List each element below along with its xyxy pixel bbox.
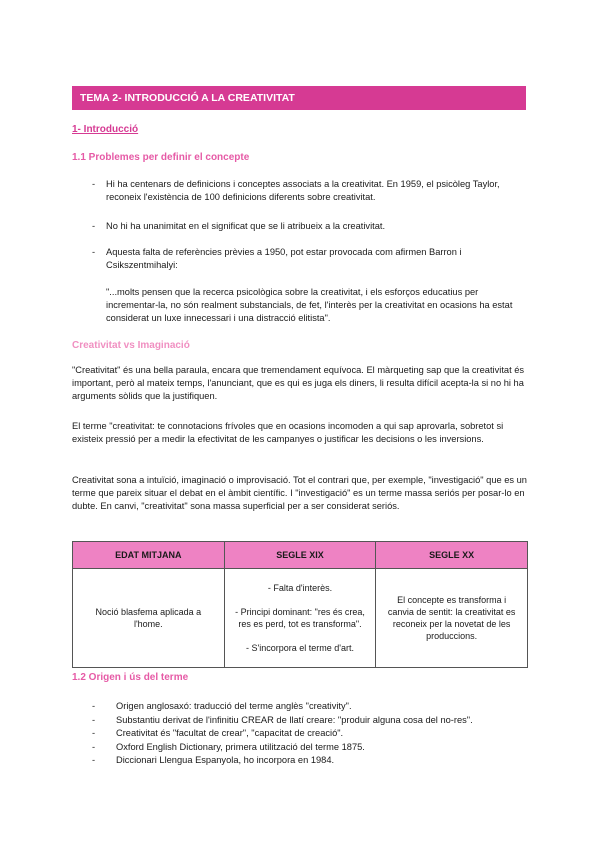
- topic-banner: TEMA 2- INTRODUCCIÓ A LA CREATIVITAT: [72, 86, 526, 110]
- comparison-table: [72, 541, 528, 668]
- cell-text: - S'incorpora el terme d'art.: [245, 643, 354, 653]
- bullet-dash: -: [92, 221, 96, 231]
- list-item-text: Substantiu derivat de l'infinitiu CREAR de llatí creare: "produir alguna cosa del no-res".: [116, 714, 473, 725]
- bullet-text: Hi ha centenars de definicions i conceptes associats a la creativitat. En 1959, el psicòleg Taylor, reconeix l'existència de 100 definicions diferents sobre creativitat.: [106, 179, 500, 202]
- bullet-dash: -: [92, 714, 96, 725]
- table-header: SEGLE XIX: [224, 542, 376, 569]
- table-header: EDAT MITJANA: [73, 542, 225, 569]
- list-item-text: Diccionari Llengua Espanyola, ho incorpora en 1984.: [116, 755, 335, 765]
- paragraph: El terme "creativitat: te connotacions frívoles que en ocasions incomoden a qui sap aprovarla, sobretot si existeix pressió per a medir la efectivitat de les campanyes o justificar les decisions o les inversions.: [72, 421, 504, 444]
- cell-text: El concepte es transforma i canvia de sentit: la creativitat es reconeix per la novetat de les produccions.: [387, 595, 516, 641]
- list-item: [92, 700, 532, 714]
- table-cell: [376, 569, 528, 668]
- list-item-text: Creativitat és "facultat de crear", "capacitat de creació".: [116, 728, 344, 738]
- quote-block: "...molts pensen que la recerca psicològica sobre la creativitat, i els esforços educatius per incrementar-la, no són realment substancials, de fet, l'interès per la creativitat en ocasions ha estat considerat un luxe innecessari i una distracció elitista".: [106, 287, 513, 323]
- bullet-dash: -: [92, 179, 96, 189]
- cell-text: - Falta d'interès.: [267, 583, 333, 593]
- bullet-dash: -: [92, 247, 96, 257]
- subsection-title-creativity-vs-imagination: Creativitat vs Imaginació: [72, 340, 190, 351]
- table-header: SEGLE XX: [376, 542, 528, 569]
- bullet-dash: -: [92, 701, 96, 711]
- subsection-title-origin: 1.2 Origen i ús del terme: [72, 672, 189, 683]
- paragraph: "Creativitat" és una bella paraula, encara que tremendament equívoca. El màrqueting sap que la creativitat és important, però al mateix temps, l'anunciant, que es qui es juga els diners, li resulta difícil acepta-la si no hi ha arguments sòlids que la justifiquen.: [72, 365, 525, 401]
- section-title-introduction: 1- Introducció: [72, 124, 139, 135]
- table-row: [73, 569, 528, 668]
- list-item: [92, 714, 532, 728]
- cell-text: - Principi dominant: "res és crea, res es perd, tot es transforma".: [235, 607, 365, 629]
- list-item: [92, 741, 532, 755]
- list-item: [92, 754, 532, 768]
- bullet-text: No hi ha unanimitat en el significat que se li atribueix a la creativitat.: [106, 221, 386, 231]
- table-cell: [73, 569, 225, 668]
- bullet-text: Aquesta falta de referències prèvies a 1950, pot estar provocada com afirmen Barron i Csikszentmihalyi:: [106, 247, 462, 270]
- list-item: [92, 220, 532, 233]
- bullet-dash: -: [92, 755, 96, 765]
- cell-text: Noció blasfema aplicada a l'home.: [95, 607, 202, 629]
- list-item: [92, 178, 532, 204]
- bullet-dash: -: [92, 741, 96, 752]
- bullet-dash: -: [92, 728, 96, 738]
- subsection-title-problems: 1.1 Problemes per definir el concepte: [72, 152, 250, 163]
- table-cell: [224, 569, 376, 668]
- list-item: [92, 727, 532, 741]
- list-item-text: Origen anglosaxó: traducció del terme anglès "creativity".: [116, 701, 352, 711]
- table-header-row: [73, 542, 528, 569]
- list-item: [92, 246, 532, 272]
- paragraph: Creativitat sona a intuïció, imaginació o improvisació. Tot el contrari que, per exemple, "investigació" que es un terme que pareix situar el debat en el àmbit científic. I "investigació" es un terme massa seriós per posar-lo en dubte. En canvi, "creativitat" sona massa superficial per a ser considerat seriós.: [72, 475, 527, 511]
- origin-list: [92, 700, 532, 768]
- list-item-text: Oxford English Dictionary, primera utilització del terme 1875.: [116, 741, 365, 752]
